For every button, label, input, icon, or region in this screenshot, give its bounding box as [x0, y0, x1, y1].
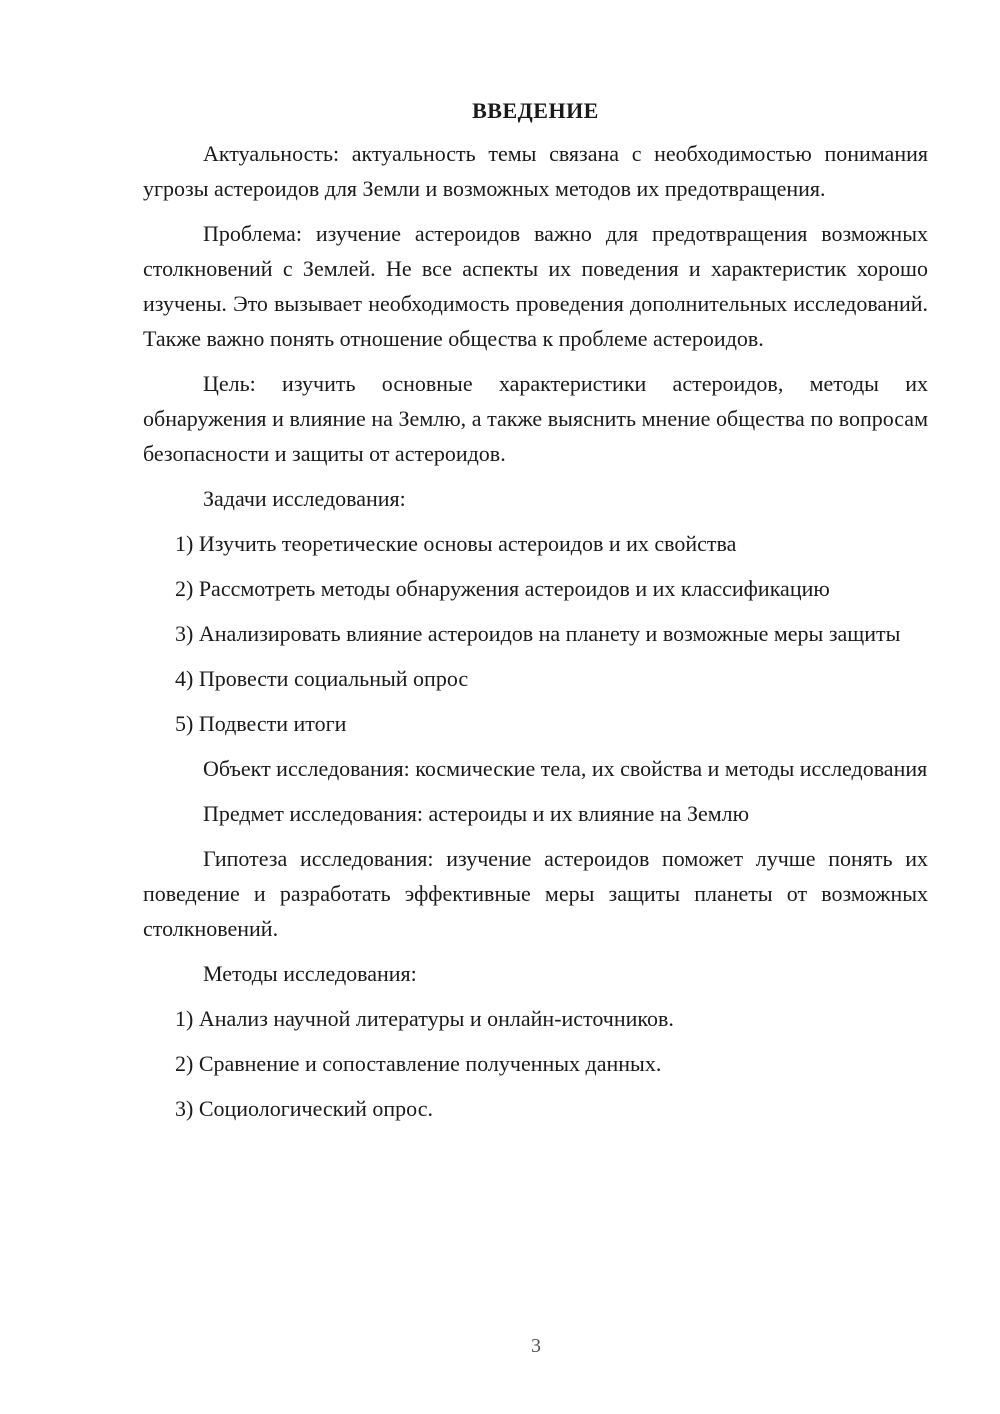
task-item-4: 4) Провести социальный опрос	[175, 666, 469, 691]
method-item-1: 1) Анализ научной литературы и онлайн-источников.	[175, 1006, 674, 1031]
task-item-2: 2) Рассмотреть методы обнаружения астероидов и их классификацию	[175, 576, 830, 601]
document-page	[143, 96, 928, 1136]
hypothesis-paragraph: Гипотеза исследования: изучение астероидов поможет лучше понять их поведение и разработать эффективные меры защиты планеты от возможных столкновений.	[143, 846, 928, 941]
task-item-1: 1) Изучить теоретические основы астероидов и их свойства	[175, 531, 737, 556]
task-item-5: 5) Подвести итоги	[175, 711, 347, 736]
methods-heading: Методы исследования:	[203, 961, 417, 986]
method-item-2: 2) Сравнение и сопоставление полученных данных.	[175, 1051, 662, 1076]
goal-paragraph: Цель: изучить основные характеристики астероидов, методы их обнаружения и влияние на Землю, а также выяснить мнение общества по вопросам безопасности и защиты от астероидов.	[143, 371, 928, 466]
task-item-3: 3) Анализировать влияние астероидов на планету и возможные меры защиты	[175, 621, 901, 646]
subject-paragraph: Предмет исследования: астероиды и их влияние на Землю	[203, 801, 750, 826]
section-title: ВВЕДЕНИЕ	[472, 98, 599, 123]
problem-paragraph: Проблема: изучение астероидов важно для предотвращения возможных столкновений с Землей. Не все аспекты их поведения и характеристик хорошо изучены. Это вызывает необходимость проведения дополнительных исследований. Также важно понять отношение общества к проблеме астероидов.	[143, 221, 928, 351]
relevance-paragraph: Актуальность: актуальность темы связана с необходимостью понимания угрозы астероидов для Земли и возможных методов их предотвращения.	[143, 141, 928, 201]
object-paragraph: Объект исследования: космические тела, их свойства и методы исследования	[203, 756, 928, 781]
page-number: 3	[531, 1335, 541, 1357]
method-item-3: 3) Социологический опрос.	[175, 1096, 433, 1121]
tasks-heading: Задачи исследования:	[203, 486, 406, 511]
